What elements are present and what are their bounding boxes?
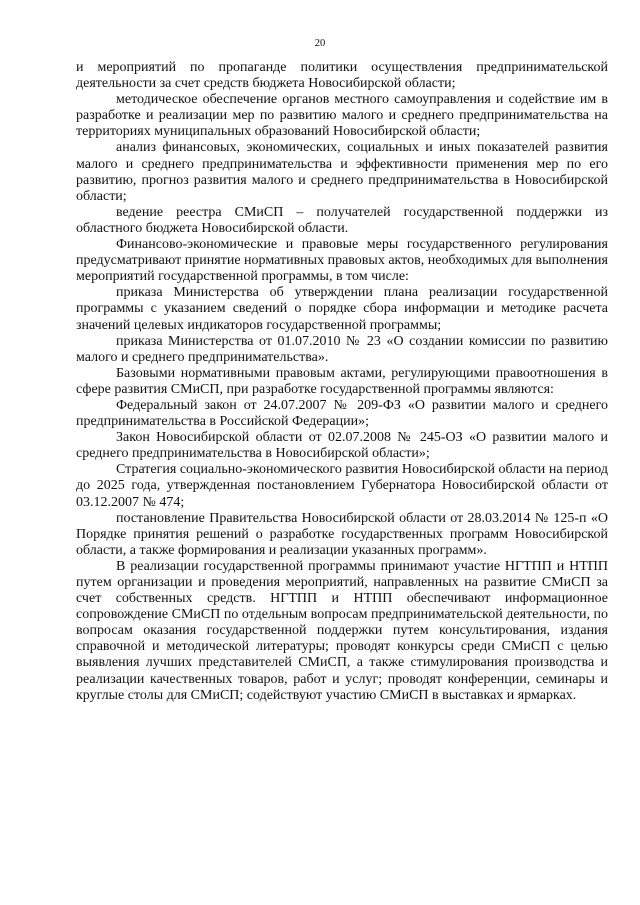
- paragraph-ministry-order-plan: приказа Министерства об утверждении плана реализации государственной программы с указанием сведений о порядке сбора информации и методике расчета значений целевых индикаторов государственной программы;: [76, 285, 608, 333]
- paragraph-strategy: Стратегия социально-экономического развития Новосибирской области на период до 2025 года, утвержденная постановлением Губернатора Новосибирской области от 03.12.2007 № 474;: [76, 462, 608, 510]
- paragraph-ministry-order-commission: приказа Министерства от 01.07.2010 № 23 «О создании комиссии по развитию малого и среднего предпринимательства».: [76, 333, 608, 365]
- paragraph-registry: ведение реестра СМиСП – получателей государственной поддержки из областного бюджета Новосибирской области.: [76, 204, 608, 236]
- paragraph-analysis: анализ финансовых, экономических, социальных и иных показателей развития малого и среднего предпринимательства и эффективности применения мер по его развитию, прогноз развития малого и среднего предпринимательства в Новосибирской области;: [76, 140, 608, 204]
- paragraph-participants: В реализации государственной программы принимают участие НГТПП и НТПП путем организации и проведения мероприятий, направленных на развитие СМиСП за счет собственных средств. НГТПП и НТПП обеспечивают информационное сопровождение СМиСП по отдельным вопросам предпринимательской деятельности, по вопросам оказания государственной поддержки путем консультирования, издания справочной и методической литературы; проводят конкурсы среди СМиСП с целью выявления лучших представителей СМиСП, а также стимулирования производства и реализации качественных товаров, работ и услуг; проводят конференции, семинары и круглые столы для СМиСП; содействуют участию СМиСП в выставках и ярмарках.: [76, 558, 608, 703]
- paragraph-continuation: и мероприятий по пропаганде политики осуществления предпринимательской деятельности за счет средств бюджета Новосибирской области;: [76, 60, 608, 92]
- page-number: 20: [314, 38, 326, 49]
- paragraph-regional-law: Закон Новосибирской области от 02.07.2008 № 245-ОЗ «О развитии малого и среднего предпринимательства в Новосибирской области»;: [76, 430, 608, 462]
- paragraph-government-decree: постановление Правительства Новосибирской области от 28.03.2014 № 125-п «О Порядке принятия решений о разработке государственных программ Новосибирской области, а также формирования и реализации указанных программ».: [76, 510, 608, 558]
- paragraph-methodical-support: методическое обеспечение органов местного самоуправления и содействие им в разработке и реализации мер по развитию малого и среднего предпринимательства на территориях муниципальных образований Новосибирской области;: [76, 92, 608, 140]
- document-body: [76, 60, 608, 704]
- paragraph-base-acts: Базовыми нормативными правовым актами, регулирующими правоотношения в сфере развития СМиСП, при разработке государственной программы являются:: [76, 365, 608, 397]
- paragraph-financial-measures: Финансово-экономические и правовые меры государственного регулирования предусматривают принятие нормативных правовых актов, необходимых для выполнения мероприятий государственной программы, в том числе:: [76, 237, 608, 285]
- paragraph-federal-law: Федеральный закон от 24.07.2007 № 209-ФЗ «О развитии малого и среднего предпринимательства в Российской Федерации»;: [76, 397, 608, 430]
